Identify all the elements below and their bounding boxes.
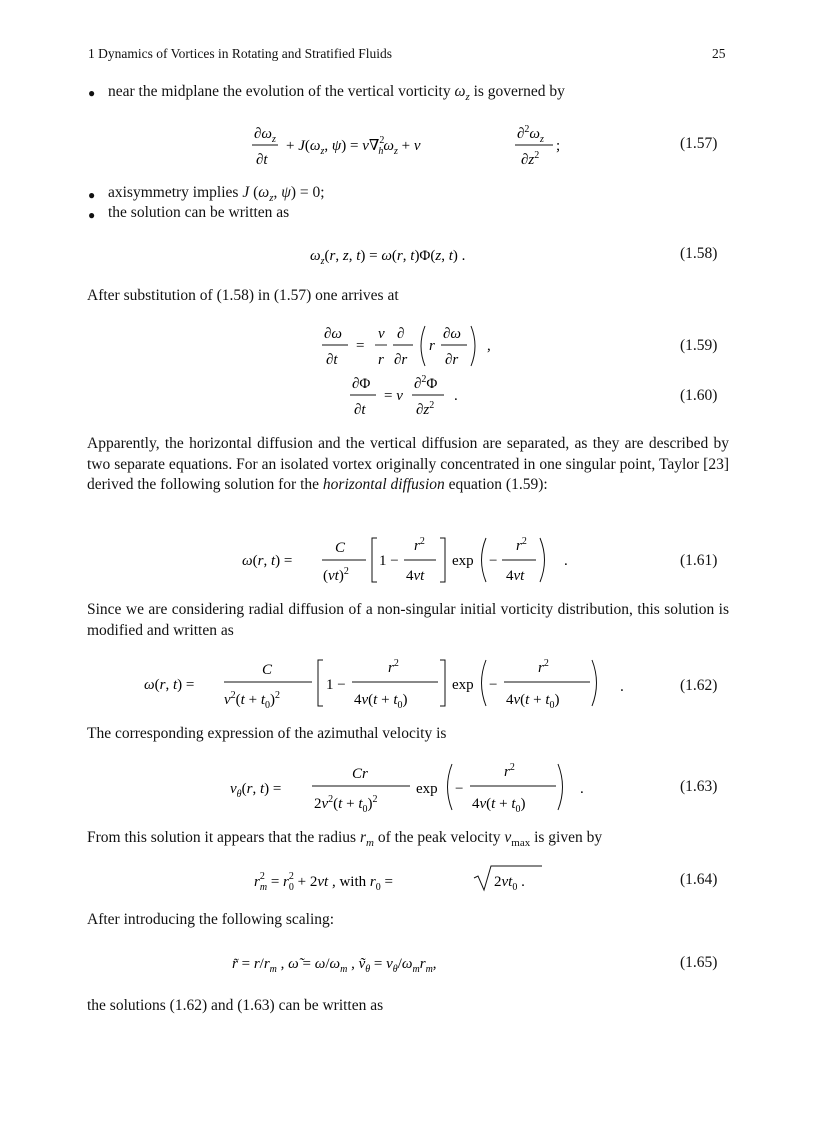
svg-text:1 −: 1 − bbox=[326, 677, 346, 693]
svg-text:ω(r, t) =: ω(r, t) = bbox=[144, 677, 195, 693]
running-header: 1 Dynamics of Vortices in Rotating and Stratified Fluids bbox=[88, 46, 392, 61]
paragraph-text: From this solution it appears that the radius bbox=[87, 829, 360, 846]
math-sub: max bbox=[511, 837, 531, 850]
svg-text:.: . bbox=[564, 553, 568, 569]
paragraph: Since we are considering radial diffusion of a non-singular initial vorticity distribution, this solution is modified and written as bbox=[87, 601, 729, 639]
svg-text:∂ωz: $\partial\omega_z$ bbox=[254, 126, 276, 145]
math-sub: z bbox=[465, 91, 470, 104]
bullet-text: is governed by bbox=[469, 83, 565, 100]
svg-text:ωz(r, z, t) = ω(r, t)Φ(z, t) .: $\omega_z(r$, z, t) = ω(r, t)Φ(z, t) . bbox=[310, 248, 466, 267]
svg-text:=: = bbox=[356, 338, 365, 354]
svg-text:.: . bbox=[580, 781, 584, 797]
math-var: v bbox=[504, 829, 512, 846]
svg-text:∂: ∂ bbox=[397, 326, 405, 342]
svg-text:4ν(t + t0): $4\nu(t + t_0)$ bbox=[506, 692, 560, 711]
svg-text:∂z2: $\partial z^2$ bbox=[416, 400, 435, 418]
paragraph-text: Apparently, the horizontal diffusion and the vertical diffusion are separated, as they are described by two separate equations. For an isolated vortex originally concentrated in one singular point, Taylor [23] derived the following solution for the bbox=[87, 435, 729, 493]
paragraph: After substitution of (1.58) in (1.57) one arrives at bbox=[87, 287, 399, 304]
equation-number: (1.61) bbox=[680, 552, 718, 569]
svg-text:4ν(t + t0): $4\nu(t + t_0)$ bbox=[472, 796, 526, 815]
svg-text:r2: $r^2$ bbox=[504, 762, 515, 780]
svg-text:∂r: ∂r bbox=[445, 352, 459, 368]
svg-text:1 −: 1 − bbox=[379, 553, 399, 569]
math-var: r bbox=[359, 829, 366, 846]
svg-text:∂z2: $\partial z^2$ bbox=[521, 150, 540, 168]
svg-text:−: − bbox=[455, 781, 464, 797]
paragraph-text: equation (1.59): bbox=[444, 476, 548, 493]
svg-text:∂ω: ∂ω bbox=[443, 326, 462, 342]
svg-text:r2: $r^2$ bbox=[388, 658, 399, 676]
equation-1-57 bbox=[240, 118, 620, 174]
equation-1-60 bbox=[318, 368, 518, 424]
svg-text:vθ(r, t) =: $v_\theta(r$, t) = bbox=[230, 781, 282, 800]
paragraph-text: of the peak velocity bbox=[373, 829, 505, 846]
bullet-item-2: axisymmetry implies J ($\omega_z$, ψ) = 0; bbox=[108, 184, 325, 205]
svg-text:r2: $r^2$ bbox=[538, 658, 549, 676]
svg-text:∂t: ∂t bbox=[256, 152, 268, 168]
svg-text:ω(r, t) =: ω(r, t) = bbox=[242, 553, 293, 569]
equation-1-63 bbox=[224, 758, 604, 818]
equation-number: (1.62) bbox=[680, 677, 718, 694]
bullet-marker: ● bbox=[88, 188, 96, 202]
svg-text:C: C bbox=[262, 662, 273, 678]
equation-number: (1.65) bbox=[680, 954, 718, 971]
svg-text:2νt0 .: $2\nu t_0$ . bbox=[494, 874, 525, 893]
svg-text:exp: exp bbox=[452, 553, 474, 569]
paragraph: After introducing the following scaling: bbox=[87, 911, 335, 928]
svg-text:r: r bbox=[429, 338, 435, 354]
svg-text:4νt: 4νt bbox=[506, 568, 525, 584]
bullet-item-1 bbox=[108, 82, 565, 107]
svg-text:r: r bbox=[378, 352, 384, 368]
equation-number: (1.63) bbox=[680, 778, 718, 795]
svg-text:−: − bbox=[489, 677, 498, 693]
svg-text:C: C bbox=[335, 540, 346, 556]
svg-text:∂t: ∂t bbox=[354, 402, 366, 418]
svg-text:4νt: 4νt bbox=[406, 568, 425, 584]
svg-text:−: − bbox=[489, 553, 498, 569]
paragraph bbox=[87, 828, 729, 854]
equation-1-59 bbox=[318, 318, 518, 374]
svg-text:;: ; bbox=[556, 138, 561, 154]
svg-text:4ν(t + t0): $4\nu(t + t_0)$ bbox=[354, 692, 408, 711]
bullet-item-3: the solution can be written as bbox=[108, 204, 290, 221]
svg-text:ν2(t + t0)2: $\nu^2(t + t_0)^2$ bbox=[224, 690, 280, 711]
paragraph: the solutions (1.62) and (1.63) can be written as bbox=[87, 997, 384, 1014]
equation-number: (1.64) bbox=[680, 871, 718, 888]
page-number: 25 bbox=[712, 46, 726, 61]
svg-text:exp: exp bbox=[452, 677, 474, 693]
svg-text:= ν: = ν bbox=[384, 388, 403, 404]
bullet-marker: ● bbox=[88, 86, 96, 100]
equation-number: (1.58) bbox=[680, 245, 718, 262]
svg-text:,: , bbox=[487, 338, 491, 354]
svg-text:∂ω: ∂ω bbox=[324, 326, 343, 342]
svg-text:r2: $r^2$ bbox=[414, 536, 425, 554]
equation-1-58 bbox=[300, 240, 560, 270]
equation-period: . bbox=[620, 678, 624, 695]
svg-text:Cr: Cr bbox=[352, 766, 368, 782]
svg-text:∂2ωz: $\partial^2\omega_z$ bbox=[517, 124, 544, 145]
svg-text:2ν2(t + t0)2: $2\nu^2(t + t_0)^2$ bbox=[314, 794, 378, 815]
equation-1-65 bbox=[226, 946, 586, 978]
svg-text:r2: $r^2$ bbox=[516, 536, 527, 554]
equation-1-61 bbox=[236, 532, 596, 592]
svg-text:∂r: ∂r bbox=[394, 352, 408, 368]
math-sub: m bbox=[366, 837, 374, 850]
svg-text:+ J(ωz, ψ) = ν∇2hωz + ν: + $J(\omega_z$, ψ) = ν∇$^2$ $h\omega_z + \nu$ bbox=[286, 135, 421, 157]
bullet-text: near the midplane the evolution of the vertical vorticity bbox=[108, 83, 455, 100]
paragraph bbox=[87, 434, 729, 496]
svg-text:∂2Φ: ∂$^2$Φ bbox=[414, 374, 438, 392]
emphasis-text: horizontal diffusion bbox=[322, 476, 445, 493]
math-var: ω bbox=[454, 83, 466, 100]
svg-text:(νt)2: $(\nu t)^2$ bbox=[323, 566, 349, 584]
equation-number: (1.60) bbox=[680, 387, 718, 404]
paragraph: The corresponding expression of the azimuthal velocity is bbox=[87, 725, 447, 742]
svg-text:∂t: ∂t bbox=[326, 352, 338, 368]
svg-text:∂Φ: ∂Φ bbox=[352, 376, 371, 392]
svg-text:exp: exp bbox=[416, 781, 438, 797]
equation-1-64 bbox=[248, 862, 568, 898]
equation-1-62 bbox=[140, 654, 620, 714]
bullet-marker: ● bbox=[88, 208, 96, 222]
equation-number: (1.57) bbox=[680, 135, 718, 152]
svg-text:ν: ν bbox=[378, 326, 385, 342]
equation-number: (1.59) bbox=[680, 337, 718, 354]
svg-text:r̃ = r/rm , ω̃ = ω/ωm ,: r̃ = $r/r_m$ , ω̃ = $\omega/\omega_m$ , ṽ$_\theta$ = $v_\theta/\omega_mr_m$, bbox=[232, 956, 437, 975]
svg-text:.: . bbox=[454, 388, 458, 404]
svg-text:r2m = r20 + 2νt , with r0: $r^2$ $m = r^2$ 0 + 2νt , with $r_0$ = bbox=[254, 871, 393, 893]
paragraph-text: is given by bbox=[530, 829, 603, 846]
